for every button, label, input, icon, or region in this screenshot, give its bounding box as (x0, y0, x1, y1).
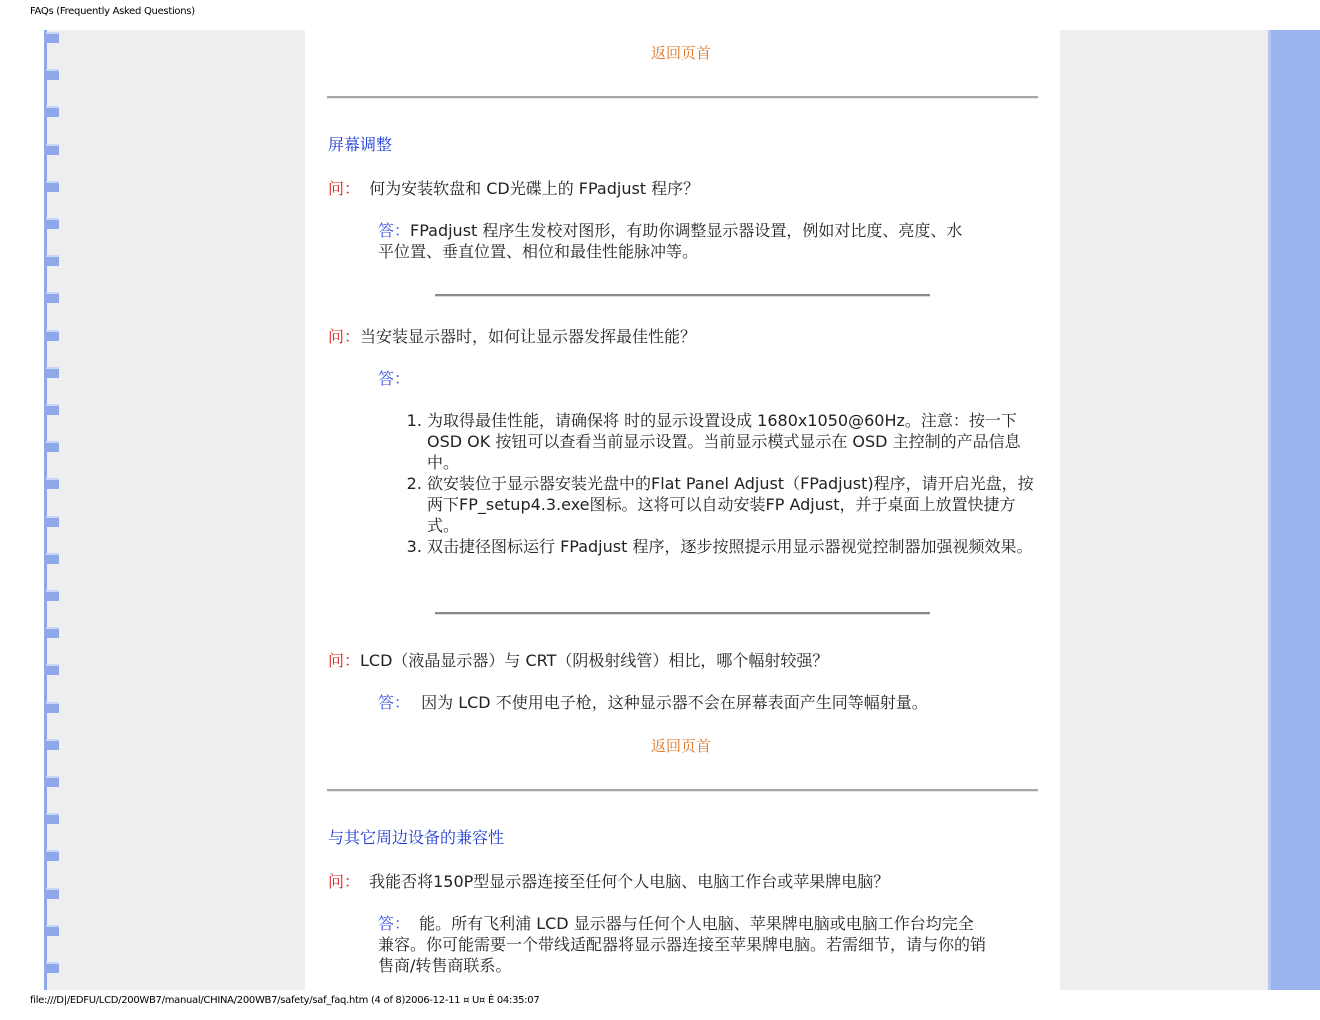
question-text: 何为安装软盘和 CD光碟上的 FPadjust 程序？ (369, 179, 700, 198)
sidebar-marker (46, 590, 59, 601)
sidebar-marker (46, 292, 59, 303)
list-item: 3. 双击捷径图标运行 FPadjust 程序，逐步按照提示用显示器视觉控制器加强视频效果。 (427, 536, 1037, 557)
sidebar-marker (46, 367, 59, 378)
back-to-top-link[interactable]: 返回页首 (651, 44, 712, 62)
answer-1 (378, 220, 978, 262)
answer-label: 答： (378, 221, 411, 240)
section-divider (327, 789, 1038, 792)
left-sidebar (44, 30, 305, 990)
question-2 (328, 324, 696, 347)
sidebar-marker (46, 739, 59, 750)
sidebar-marker (46, 627, 59, 638)
question-text: 我能否将150P型显示器连接至任何个人电脑、电脑工作台或苹果牌电脑？ (369, 872, 890, 891)
sidebar-marker (46, 478, 59, 489)
sidebar-marker (46, 962, 59, 973)
section-heading-compatibility: 与其它周边设备的兼容性 (328, 828, 505, 847)
question-text: 当安装显示器时，如何让显示器发挥最佳性能？ (360, 327, 697, 346)
answer-text: 因为 LCD 不使用电子枪，这种显示器不会在屏幕表面产生同等幅射量。 (421, 693, 928, 712)
sidebar-marker (46, 32, 59, 43)
sidebar-marker (46, 813, 59, 824)
question-label: 问： (328, 872, 361, 891)
sidebar-marker (46, 441, 59, 452)
answer-label: 答： (378, 369, 411, 388)
answer-label: 答： (378, 693, 411, 712)
right-sidebar (1060, 30, 1268, 990)
sidebar-marker (46, 181, 59, 192)
sidebar-marker (46, 218, 59, 229)
sidebar-marker (46, 69, 59, 80)
sidebar-marker (46, 664, 59, 675)
left-sidebar-markers (46, 30, 60, 990)
answer-4 (378, 913, 988, 976)
sidebar-marker (46, 702, 59, 713)
page-footer-path: file:///D|/EDFU/LCD/200WB7/manual/CHINA/200WB7/safety/saf_faq.htm (4 of 8)2006-12-11 ¤ U¤ È 04:35:07 (30, 995, 540, 1006)
sidebar-marker (46, 144, 59, 155)
sidebar-marker (46, 255, 59, 266)
sidebar-marker (46, 553, 59, 564)
question-label: 问： (328, 327, 361, 346)
sidebar-marker (46, 776, 59, 787)
answer-text: 能。所有飞利浦 LCD 显示器与任何个人电脑、苹果牌电脑或电脑工作台均完全兼容。你可能需要一个带线适配器将显示器连接至苹果牌电脑。若需细节，请与你的销售商/转售商联系。 (378, 914, 987, 975)
answer-2 (378, 368, 410, 389)
back-to-top-link[interactable]: 返回页首 (651, 737, 712, 755)
answer-label: 答： (378, 914, 411, 933)
sidebar-marker (46, 404, 59, 415)
sidebar-marker (46, 850, 59, 861)
answer-text: FPadjust 程序生发校对图形，有助你调整显示器设置，例如对比度、亮度、水平位置、垂直位置、相位和最佳性能脉冲等。 (378, 221, 963, 261)
sidebar-marker (46, 925, 59, 936)
right-edge-bar (1268, 30, 1320, 990)
qa-divider (435, 612, 930, 615)
sidebar-marker (46, 330, 59, 341)
qa-divider (435, 294, 930, 297)
list-item: 2. 欲安装位于显示器安装光盘中的Flat Panel Adjust（FPadjust)程序，请开启光盘，按两下FP_setup4.3.exe图标。这将可以自动安装FP Adjust，并于桌面上放置快捷方式。 (427, 473, 1037, 536)
section-heading-screen-adjust: 屏幕调整 (328, 135, 393, 154)
question-label: 问： (328, 651, 361, 670)
sidebar-marker (46, 888, 59, 899)
sidebar-marker (46, 106, 59, 117)
section-divider (327, 96, 1038, 99)
setup-steps-list (378, 410, 1037, 557)
question-1 (328, 176, 699, 199)
question-text: LCD（液晶显示器）与 CRT（阴极射线管）相比，哪个幅射较强？ (360, 651, 829, 670)
question-4 (328, 869, 889, 892)
page-header-title: FAQs (Frequently Asked Questions) (30, 6, 195, 17)
question-3 (328, 648, 828, 671)
answer-3 (378, 692, 928, 713)
content-gutter (1042, 30, 1060, 990)
sidebar-marker (46, 516, 59, 527)
question-label: 问： (328, 179, 361, 198)
list-item: 1. 为取得最佳性能，请确保将 时的显示设置设成 1680x1050@60Hz。注意：按一下 OSD OK 按钮可以查看当前显示设置。当前显示模式显示在 OSD 主控制的产品信息中。 (427, 410, 1037, 473)
